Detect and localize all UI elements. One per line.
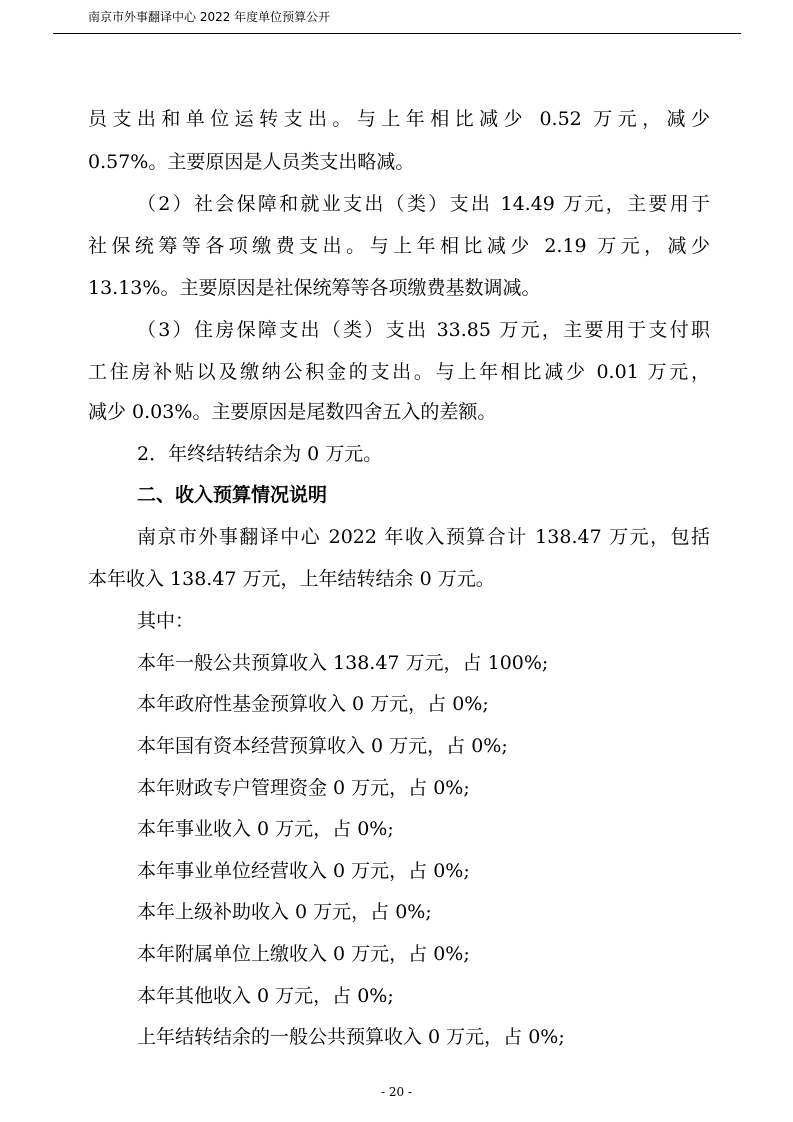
- body-line: 本年收入 138.47 万元，上年结转结余 0 万元。: [88, 568, 495, 590]
- running-header: 南京市外事翻译中心 2022 年度单位预算公开: [88, 10, 331, 24]
- header-rule: [53, 33, 741, 34]
- body-line: 减少 0.03%。主要原因是尾数四舍五入的差额。: [88, 401, 497, 423]
- list-item: 上年结转结余的一般公共预算收入 0 万元，占 0%;: [137, 1026, 565, 1048]
- list-item: 本年事业单位经营收入 0 万元，占 0%;: [137, 860, 470, 882]
- body-line: 2．年终结转结余为 0 万元。: [137, 443, 383, 465]
- list-item: 本年其他收入 0 万元，占 0%;: [137, 985, 394, 1007]
- list-item: 本年上级补助收入 0 万元，占 0%;: [137, 901, 432, 923]
- body-line: 其中：: [137, 610, 195, 632]
- list-item: 本年事业收入 0 万元，占 0%;: [137, 818, 394, 840]
- list-item: 本年一般公共预算收入 138.47 万元，占 100%;: [137, 652, 549, 674]
- body-line: 南京市外事翻译中心 2022 年收入预算合计 138.47 万元，包括: [137, 526, 710, 548]
- body-line: 工住房补贴以及缴纳公积金的支出。与上年相比减少 0.01 万元，: [88, 361, 710, 383]
- list-item: 本年财政专户管理资金 0 万元，占 0%;: [137, 777, 470, 799]
- list-item: 本年国有资本经营预算收入 0 万元，占 0%;: [137, 735, 508, 757]
- list-item: 本年附属单位上缴收入 0 万元，占 0%;: [137, 943, 470, 965]
- body-line: 0.57%。主要原因是人员类支出略减。: [88, 151, 415, 173]
- body-line: 员支出和单位运转支出。与上年相比减少 0.52 万元，减少: [88, 108, 710, 130]
- section-heading: 二、收入预算情况说明: [137, 484, 328, 506]
- body-line: （3）住房保障支出（类）支出 33.85 万元，主要用于支付职: [137, 319, 710, 341]
- body-line: 社保统筹等各项缴费支出。与上年相比减少 2.19 万元，减少: [88, 235, 710, 257]
- page-number: - 20 -: [380, 1085, 412, 1099]
- list-item: 本年政府性基金预算收入 0 万元，占 0%;: [137, 693, 489, 715]
- body-line: （2）社会保障和就业支出（类）支出 14.49 万元，主要用于: [137, 193, 710, 215]
- body-line: 13.13%。主要原因是社保统筹等各项缴费基数调减。: [88, 277, 541, 299]
